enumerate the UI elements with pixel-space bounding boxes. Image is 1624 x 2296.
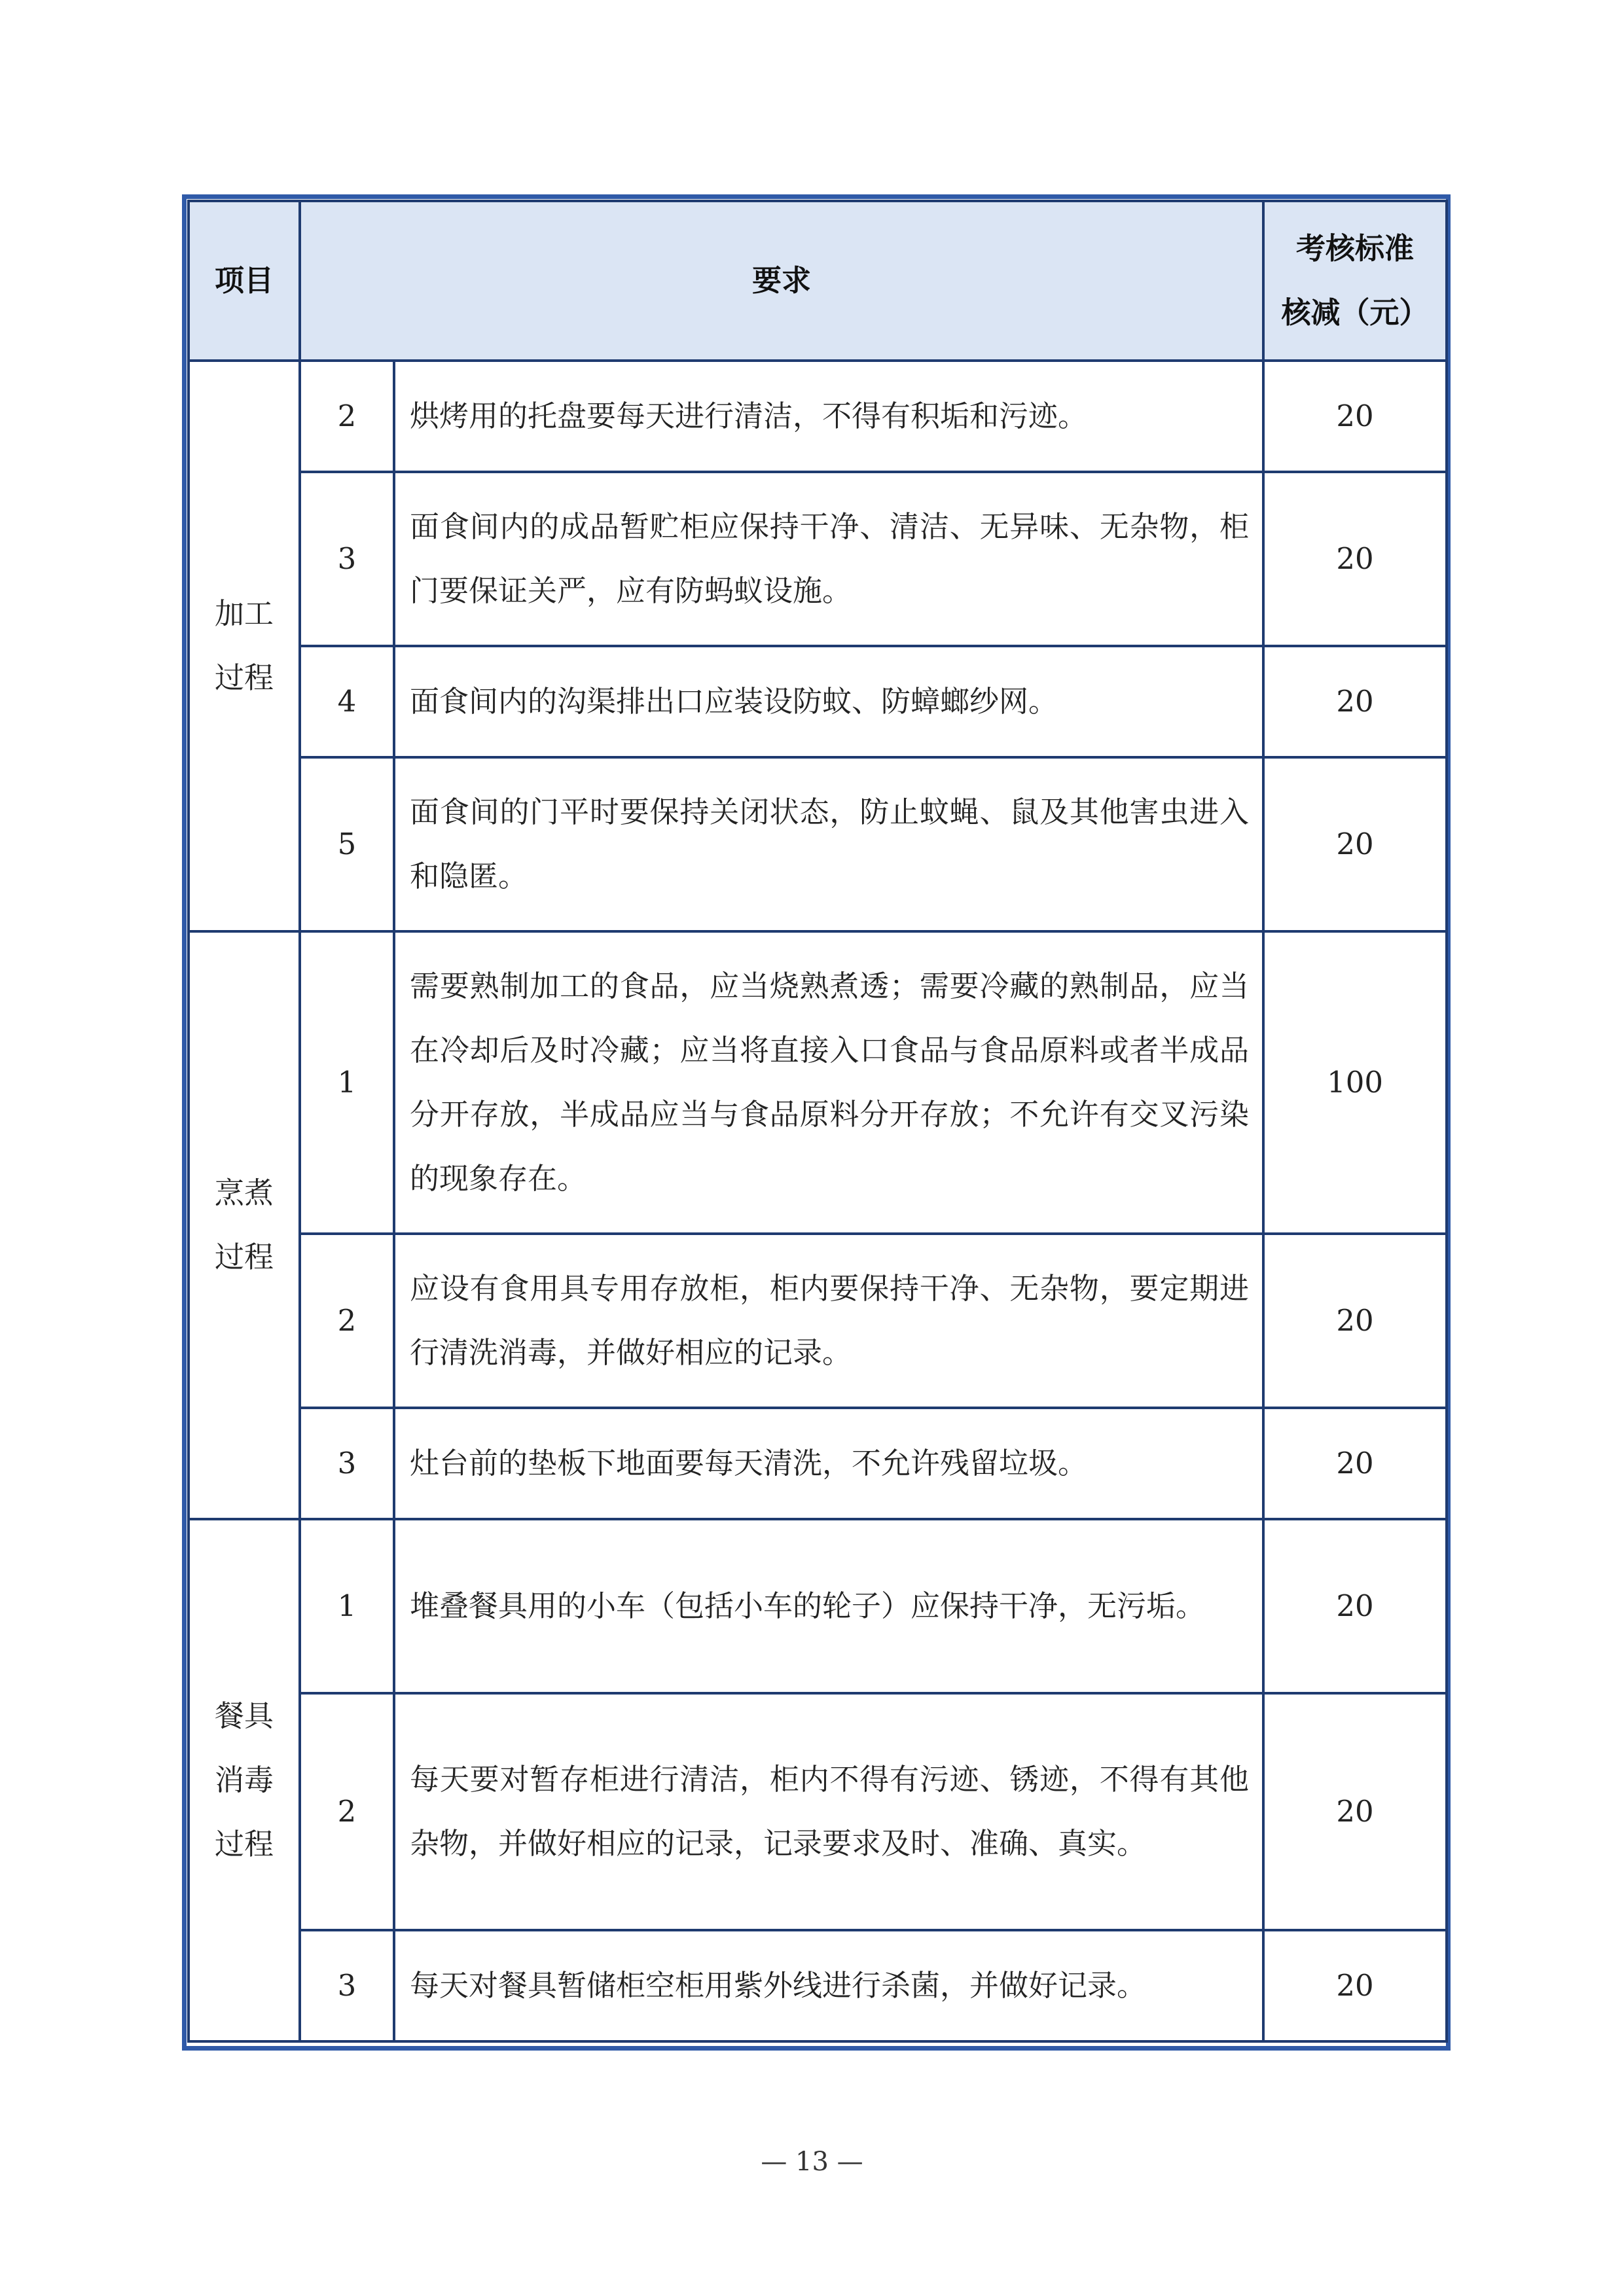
category-line: 消毒	[214, 1763, 274, 1797]
row-number: 1	[300, 931, 394, 1234]
table-row	[189, 1408, 1447, 1519]
header-score	[1263, 201, 1447, 361]
requirement-text: 面食间内的沟渠排出口应装设防蚊、防蟑螂纱网。	[394, 646, 1263, 757]
table-row	[189, 361, 1447, 472]
category-line: 烹煮	[214, 1175, 274, 1210]
row-number: 3	[300, 1930, 394, 2041]
row-number: 2	[300, 361, 394, 472]
requirement-text: 每天对餐具暂储柜空柜用紫外线进行杀菌，并做好记录。	[394, 1930, 1263, 2041]
score-value: 100	[1263, 931, 1447, 1234]
category-cell-cooking	[189, 931, 300, 1519]
category-line: 过程	[214, 660, 274, 695]
requirement-text: 堆叠餐具用的小车（包括小车的轮子）应保持干净，无污垢。	[394, 1519, 1263, 1693]
header-item: 项目	[189, 201, 300, 361]
category-cell-processing	[189, 361, 300, 931]
table-row	[189, 1693, 1447, 1930]
row-number: 3	[300, 472, 394, 646]
row-number: 2	[300, 1693, 394, 1930]
requirement-text: 烘烤用的托盘要每天进行清洁，不得有积垢和污迹。	[394, 361, 1263, 472]
table-row	[189, 1519, 1447, 1693]
table-row	[189, 931, 1447, 1234]
table-row	[189, 1930, 1447, 2041]
score-value: 20	[1263, 1930, 1447, 2041]
category-line: 过程	[214, 1240, 274, 1274]
header-requirement: 要求	[300, 201, 1263, 361]
requirement-text: 每天要对暂存柜进行清洁，柜内不得有污迹、锈迹，不得有其他杂物，并做好相应的记录，记录要求及时、准确、真实。	[394, 1693, 1263, 1930]
score-value: 20	[1263, 1408, 1447, 1519]
score-value: 20	[1263, 1693, 1447, 1930]
row-number: 2	[300, 1234, 394, 1408]
category-line: 过程	[214, 1827, 274, 1861]
inspection-standards-table	[187, 200, 1448, 2043]
score-value: 20	[1263, 1234, 1447, 1408]
table-row	[189, 646, 1447, 757]
score-value: 20	[1263, 646, 1447, 757]
requirement-text: 灶台前的垫板下地面要每天清洗，不允许残留垃圾。	[394, 1408, 1263, 1519]
requirement-text: 需要熟制加工的食品，应当烧熟煮透；需要冷藏的熟制品，应当在冷却后及时冷藏；应当将直接入口食品与食品原料或者半成品分开存放，半成品应当与食品原料分开存放；不允许有交叉污染的现象存在。	[394, 931, 1263, 1234]
header-score-line1: 考核标准	[1296, 231, 1415, 266]
row-number: 1	[300, 1519, 394, 1693]
requirement-text: 应设有食用具专用存放柜，柜内要保持干净、无杂物，要定期进行清洗消毒，并做好相应的记录。	[394, 1234, 1263, 1408]
header-score-line2: 核减（元）	[1281, 295, 1429, 330]
row-number: 4	[300, 646, 394, 757]
score-value: 20	[1263, 361, 1447, 472]
category-line: 加工	[214, 596, 274, 631]
requirement-text: 面食间的门平时要保持关闭状态，防止蚊蝇、鼠及其他害虫进入和隐匿。	[394, 757, 1263, 931]
requirement-text: 面食间内的成品暂贮柜应保持干净、清洁、无异味、无杂物，柜门要保证关严，应有防蚂蚁设施。	[394, 472, 1263, 646]
score-value: 20	[1263, 1519, 1447, 1693]
score-value: 20	[1263, 472, 1447, 646]
category-line: 餐具	[214, 1698, 274, 1733]
row-number: 5	[300, 757, 394, 931]
table-header-row	[189, 201, 1447, 361]
table-row	[189, 1234, 1447, 1408]
row-number: 3	[300, 1408, 394, 1519]
table-row	[189, 472, 1447, 646]
table-row	[189, 757, 1447, 931]
category-cell-tableware-disinfection	[189, 1519, 300, 2041]
score-value: 20	[1263, 757, 1447, 931]
page-number: — 13 —	[761, 2147, 863, 2177]
